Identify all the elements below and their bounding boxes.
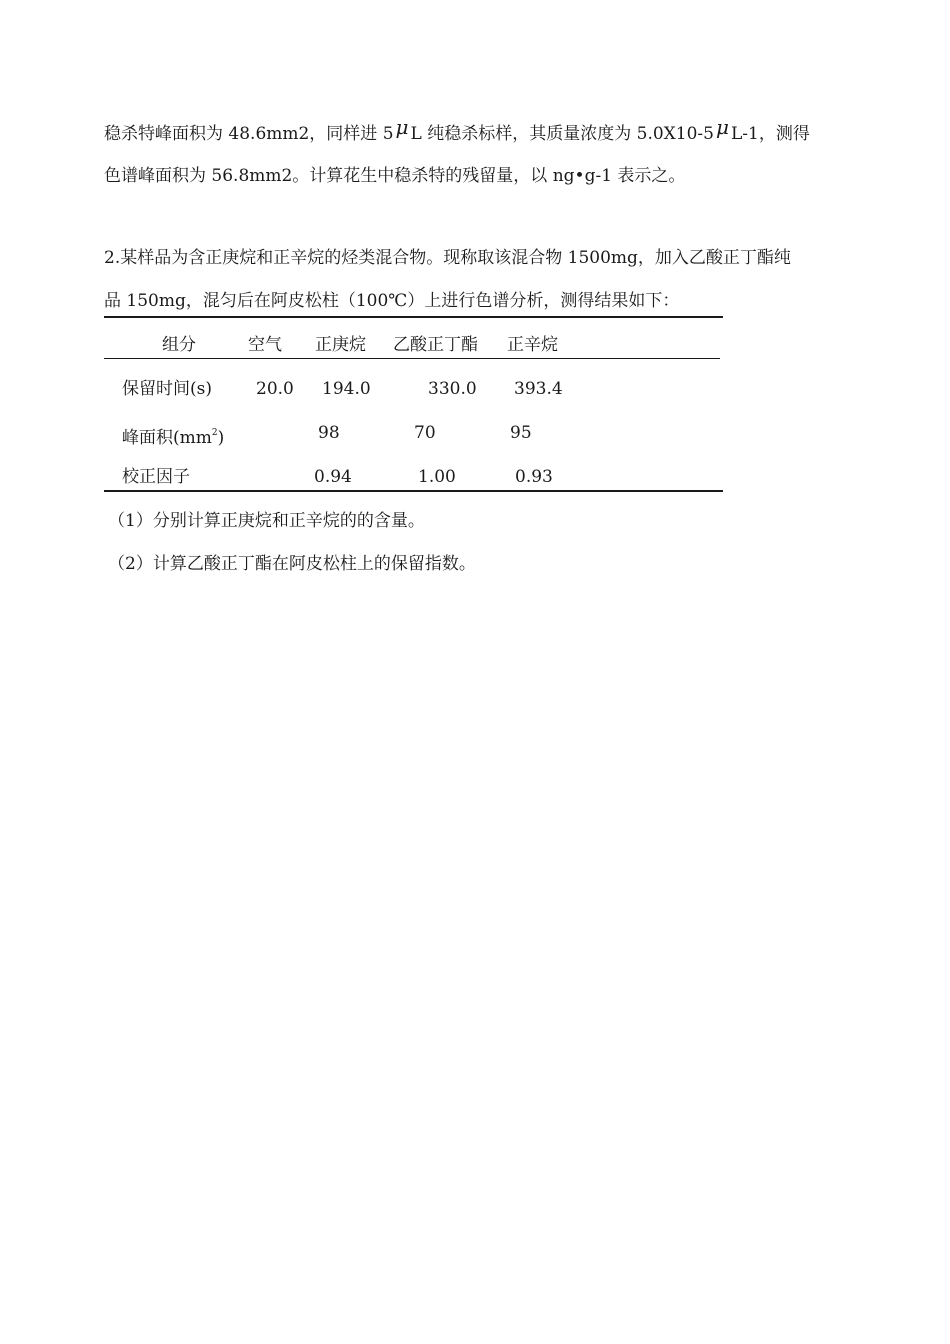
micro-symbol: μ [395,115,409,139]
subquestion-2: （2）计算乙酸正丁酯在阿皮松柱上的保留指数。 [108,554,476,574]
paragraph1-line1 [104,115,810,146]
cell-heptane: 98 [318,423,340,443]
subquestion-1: （1）分别计算正庚烷和正辛烷的的含量。 [108,511,425,531]
question2-line2: 品 150mg，混匀后在阿皮松柱（100℃）上进行色谱分析，测得结果如下： [104,291,680,311]
paragraph1-line1-part-c: L-1，测得 [730,124,810,144]
cell-air: 20.0 [256,379,294,399]
paragraph1-line2: 色谱峰面积为 56.8mm2。计算花生中稳杀特的残留量，以 ng•g-1 表示之。 [104,166,686,186]
cell-heptane: 0.94 [314,467,352,487]
cell-butyl-acetate: 330.0 [428,379,477,399]
header-air: 空气 [248,335,282,355]
row-label-peak-area-main: 峰面积(mm [122,428,212,448]
cell-butyl-acetate: 70 [414,423,436,443]
row-label-peak-area [122,421,224,450]
cell-heptane: 194.0 [322,379,371,399]
table-header-rule [104,358,720,359]
row-label-peak-area-sup: 2 [211,428,218,438]
row-label-correction-factor: 校正因子 [122,467,190,487]
header-component: 组分 [162,335,196,355]
table-bottom-rule [104,490,723,492]
micro-symbol: μ [715,115,729,139]
cell-butyl-acetate: 1.00 [418,467,456,487]
cell-octane: 393.4 [514,379,563,399]
cell-octane: 0.93 [515,467,553,487]
paragraph1-line1-part-a: 稳杀特峰面积为 48.6mm2，同样进 5 [104,124,394,144]
row-label-peak-area-end: ) [217,428,225,448]
paragraph1-line1-part-b: L 纯稳杀标样，其质量浓度为 5.0X10-5 [410,124,714,144]
header-heptane: 正庚烷 [315,335,366,355]
table-top-rule [104,316,723,318]
cell-octane: 95 [510,423,532,443]
header-butyl-acetate: 乙酸正丁酯 [393,335,478,355]
header-octane: 正辛烷 [507,335,558,355]
question2-line1: 2.某样品为含正庚烷和正辛烷的烃类混合物。现称取该混合物 1500mg，加入乙酸正丁酯纯 [104,248,791,268]
row-label-retention-time: 保留时间(s) [122,379,212,399]
